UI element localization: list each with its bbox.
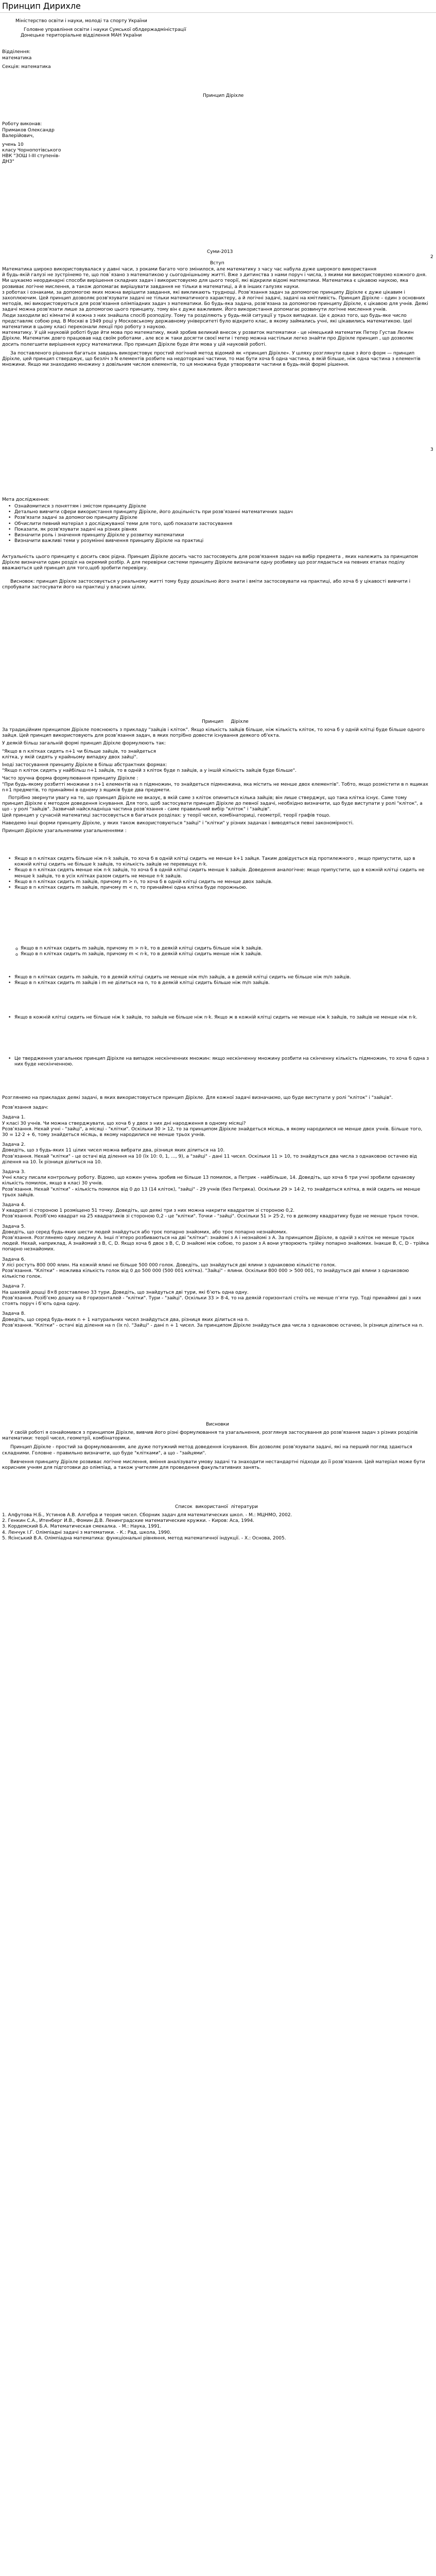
aims-heading: Мета дослідження:: [2, 497, 49, 502]
reference-item: 3. Кордемский Б.А. Математическая смекалка. - М.: Наука, 1991.: [2, 1524, 162, 1530]
rule-item: • Якщо в n клітках сидить m зайців, причому m > n, то хоча б в одній клітці сидить не менше двох зайців.: [2, 879, 429, 885]
references-list: [2, 1513, 429, 1541]
author-surname: Примаков Олександр: [2, 128, 55, 133]
aims-list: [2, 504, 429, 544]
rule-item: • Якщо в n клітках сидять менше ніж n·k зайців, то хоча б в одній клітці сидить менше k зайців. Доведення аналогічне: якщо припустити, що в кожній клітці сидить не менше k зайців, то в усіх клітках разом сидить не менше n·k зайців.: [2, 868, 429, 879]
task-3-title: Задача 3.: [2, 1170, 26, 1175]
aim-item: • Розв'язати задачі за допомогою принципу Діріхле: [2, 515, 429, 521]
work-title: Принцип Діріхле: [203, 93, 244, 98]
sub-rules-list: [10, 946, 429, 957]
grade-line: учень 10: [2, 142, 24, 147]
aim-item: • Обчислити певний матеріал з досліджуваної теми для того, щоб показати застосування: [2, 521, 429, 527]
task-3-text: Учні класу писали контрольну роботу. Відомо, що кожен учень зробив не більше 13 помилок, а Петрик - найбільше, 14. Доведіть, що хоча б три учні зробили однакову кількість помилок, якщо в класі 30 учнів. Розв’язання. Нехай "клітки" - кількість помилок від 0 до 13 (14 кліток), "зайці" - 29 учнів (без Петрика). Оскільки 29 > 14·2, то знайдеться клітка, в якій сидить не менше трьох зайців.: [2, 1175, 421, 1198]
page-number-3: 3: [430, 447, 433, 452]
chapter-paragraph-7: Наведемо інші форми принципу Діріхле, у яких також використовуються "зайці" і "клітки" у різних задачах і виводяться певні закономірності.: [2, 820, 354, 826]
rules-list-b: [2, 975, 429, 986]
task-7-text: На шаховій дошці 8×8 розставлено 33 тури. Доведіть, що знайдуться дві тури, які б’ють одна одну. Розв’язання. Розіб’ємо дошку на 8 горизонталей - "клітки". Тури - "зайці". Оскільки 33 > 8·4, то на деякій горизонталі стоїть не менше п’яти тур. Тоді принаймні дві з них стоять поруч і б’ють одна одну.: [2, 1290, 422, 1307]
task-7-title: Задача 7.: [2, 1284, 26, 1290]
school-suffix-line: ДНЗ": [2, 159, 14, 164]
conclusions-paragraph-3: Вивчення принципу Діріхле розвиває логічне мислення, вміння аналізувати умову задачі та знаходити нестандартні підходи до її розв’язання. Цей матеріал може бути корисним учням для підготовки до олімпіад, а також учителям для проведення факультативних занять.: [2, 1459, 425, 1471]
chapter-paragraph-1: За традиційним принципом Діріхле пояснюють з прикладу "зайців і кліток". Якщо кількість зайців більше, ніж кількість кліток, то хоча б у одній клітці буде більше одного зайця. Цей принцип використовують для розв’язання задач, в яких потрібно довести існування деякого об'єкта.: [2, 727, 425, 739]
task-8-text: Доведіть, що серед будь-яких n + 1 натуральних чисел знайдуться два, різниця яких ділиться на n. Розв’язання. "Клітки" - остачі від ділення на n (їх n). "Зайці" - дані n + 1 чисел. За принципом Діріхле знайдуться два числа з однаковою остачею, їх різниця ділиться на n.: [2, 1317, 424, 1328]
conclusions-paragraph-1: У своїй роботі я ознайомився з принципом Діріхле, вивчив його різні формулювання та узагальнення, розглянув застосування до розв’язання задач з різних розділів математики: теорії чисел, геометрії, комбінаторики.: [2, 1430, 418, 1442]
intro-body: [2, 267, 429, 368]
conclusions-heading: Висновки: [206, 1422, 229, 1427]
rules-list-d: [2, 1056, 429, 1067]
subsection-label: Секція: математика: [2, 64, 51, 70]
rule-item: • Якщо в кожній клітці сидить не більше ніж k зайців, то зайців не більше ніж n·k. Якщо ж в кожній клітці сидить не менше ніж k зайців, то зайців не менше ніж n·k.: [2, 1015, 429, 1021]
task-6-text: У лісі ростуть 800 000 ялин. На кожній ялині не більше 500 000 голок. Доведіть, що знайдуться дві ялини з однаковою кількістю голок. Розв’язання. "Клітки" - можлива кількість голок від 0 до 500 000 (500 001 клітка). "Зайці" - ялини. Оскільки 800 000 > 500 001, то знайдуться дві ялини з однаковою кількістю голок.: [2, 1262, 409, 1280]
generalized-intro: Принцип Діріхле узагальненими узагальненнями :: [2, 828, 127, 834]
department-line: Головне управління освіти і науки Сумської облдержадміністрації: [24, 27, 186, 32]
rules-list-c: [2, 1015, 429, 1021]
section-label: Відділення:: [2, 49, 31, 55]
school-line: НВК "ЗОШ І-ІІІ ступенів-: [2, 154, 60, 159]
task-2-text: Доведіть, що з будь-яких 11 цілих чисел можна вибрати два, різниця яких ділиться на 10. Розв’язання. Нехай "клітки" - це остачі від ділення на 10 (їх 10: 0, 1, ..., 9), а "зайці" - дані 11 чисел. Оскільки 11 > 10, то знайдуться два числа з однаковою остачею від ділення на 10. Їх різниця ділиться на 10.: [2, 1148, 417, 1165]
subject-value: математика: [2, 56, 32, 61]
rules-list: [2, 856, 429, 891]
title-divider: [0, 12, 436, 13]
rule-item: • Якщо в n клітках сидить m зайців, причому m < n, то принаймні одна клітка буде порожньою.: [2, 885, 429, 891]
rule-item: • Якщо в n клітках сидить m зайців, то в деякій клітці сидить не менше ніж m/n зайців, а в деякій клітці сидить не більше ніж m/n зайців.: [2, 975, 429, 980]
task-5-text: Доведіть, що серед будь-яких шести людей знайдуться або троє попарно знайомих, або троє попарно незнайомих. Розв’язання. Розглянемо одну людину А. Інші п’ятеро розбиваються на дві "клітки": знайомі з А і незнайомі з А. За принципом Діріхле, в одній з кліток не менше трьох людей. Нехай, наприклад, А знайомий з B, C, D. Якщо хоча б двоє з B, C, D знайомі між собою, то разом з А вони утворюють трійку попарно знайомих. Інакше B, C, D - трійка попарно незнайомих.: [2, 1229, 429, 1252]
task-6-title: Задача 6.: [2, 1257, 26, 1262]
rule-item: • Це твердження узагальнює принцип Діріхле на випадок нескінченних множин: якщо нескінченну множину розбити на скінченну кількість підмножин, то хоча б одна з них буде нескінченною.: [2, 1056, 429, 1067]
task-8-title: Задача 8.: [2, 1311, 26, 1317]
task-1-text: У класі 30 учнів. Чи можна стверджувати, що хоча б у двох з них дні народження в одному місяці? Розв’язання. Нехай учні - "зайці", а місяці - "клітки". Оскільки 30 > 12, то за принципом Діріхле знайдеться місяць, в якому народилися не менше двох учнів. Більше того, 30 = 12·2 + 6, тому знайдеться місяць, в якому народилися не менше трьох учнів.: [2, 1121, 423, 1138]
ministry-line: Міністерство освіти і науки, молоді та спорту України: [15, 19, 147, 24]
references-heading: Список використаної літератури: [175, 1504, 258, 1510]
task-5-title: Задача 5.: [2, 1224, 26, 1229]
reference-item: 2. Генкин С.А., Итенберг И.В., Фомин Д.В. Ленинградские математические кружки. - Киров: Аса, 1994.: [2, 1518, 254, 1524]
tasks-body: [2, 1095, 429, 1329]
chapter-paragraph-3: "Якщо в n клітках сидять n+1 чи більше зайців, то знайдеться клітка, у якій сидять у крайньому випадку двох зайці".: [2, 749, 156, 760]
branch-line: Донецьке територіальне відділення МАН України: [21, 33, 142, 38]
reference-item: 4. Ленчук І.Г. Олімпіадні задачі з математики. - К.: Рад. школа, 1990.: [2, 1530, 171, 1535]
aim-item: • Детально вивчити сфери використання принципу Діріхле, його доцільність при розв’язанні математичних задач: [2, 510, 429, 515]
aim-item: • Ознайомитися з поняттям і змістом принципу Діріхле: [2, 504, 429, 510]
author-name: Валерійович,: [2, 133, 34, 139]
aim-item: • Визначити роль і значення принципу Діріхле у розвитку математики: [2, 533, 429, 538]
reference-item: 1. Алфутова Н.Б., Устинов А.В. Алгебра и теория чисел. Сборник задач для математических школ. - М.: МЦНМО, 2002.: [2, 1513, 292, 1518]
aim-item: • Визначити важливі теми у розумінні вивчення принципу Діріхле на практиці: [2, 538, 429, 544]
tasks-list-title: Розв’язання задач:: [2, 1105, 49, 1111]
task-4-text: У квадраті зі стороною 1 розміщено 51 точку. Доведіть, що деякі три з них можна накрити квадратом зі стороною 0,2. Розв’язання. Розіб’ємо квадрат на 25 квадратиків зі стороною 0,2 - це "клітки". Точки - "зайці". Оскільки 51 > 25·2, то в деякому квадратику буде не менше трьох точок.: [2, 1208, 420, 1219]
tasks-intro: Розглянемо на прикладах деякі задачі, в яких використовується принцип Діріхле. Для кожної задачі визначаємо, що буде виступати у ролі "кліток" і "зайців".: [2, 1095, 393, 1100]
page-title: Принцип Дирихле: [2, 1, 81, 11]
task-2-title: Задача 2.: [2, 1142, 26, 1148]
sub-rule-item: o Якщо в n клітках сидить m зайців, причому m < n·k, то в деякій клітці сидить менше ніж k зайців.: [10, 952, 429, 957]
chapter-paragraph-5: Часто зручна форма формулювання принципу Діріхле : "При будь-якому розбитті множини з n+1 елементів на n підмножин, то знайдеться підмножина, яка містить не менше двох елементів". Тобто, якщо розмістити в n ящиках n+1 предметів, то принаймні в одному з ящиків буде два предмети.: [2, 776, 428, 793]
task-1-title: Задача 1.: [2, 1115, 26, 1121]
chapter-paragraph-2: У деякій більш загальній формі принцип Діріхле формулюють так:: [2, 741, 166, 747]
rule-item: • Якщо в n клітках сидить m зайців і m не ділиться на n, то в деякій клітці сидить більше ніж m/n зайців.: [2, 980, 429, 986]
author-label: Роботу виконав:: [2, 122, 42, 127]
relevance-paragraph-2: Висновок: принцип Діріхле застосовується у реальному житті тому буду дошкільно його знати і вміти застосовувати на практиці, або хоча б у цікавості вивчити і спробувати застосувати його на практиці у власних цілях.: [2, 579, 411, 590]
grade-class-line: класу Чорнопотівського: [2, 148, 61, 153]
page-number-2: 2: [430, 255, 433, 260]
rule-item: • Якщо в n клітках сидять більше ніж n·k зайців, то хоча б в одній клітці сидить не менше k+1 зайця. Таким довідується від протилежного , якщо припустити, що в кожній клітці сидить не більше k зайців, то кількість зайців не перевищує n·k.: [2, 856, 429, 868]
chapter-body: [2, 727, 429, 834]
aim-item: • Показати, як розв'язувати задачі на різних рівнях: [2, 527, 429, 533]
chapter-paragraph-6: Потрібно звернути увагу на те, що принцип Діріхле не вказує, в якій саме з кліток опиниться кілька зайців; він лише стверджує, що така клітка існує. Саме тому принцип Діріхле є методом доведення існування. Для того, щоб застосувати принцип Діріхле до певної задачі, необхідно визначити, що буде виступати у ролі "кліток", а що - у ролі "зайців". Зазвичай найскладніша частина розв’язання - саме правильний вибір "кліток" і "зайців". Цей принцип у сучасній математиці застосовується в багатьох розділах: у теорії чисел, комбінаториці, геометрії, теорії графів тощо.: [2, 795, 423, 818]
chapter-paragraph-4: Іноді застосування принципу Діріхле в більш абстрактних формах: "Якщо n кліток сидять у найбільш n+1 зайців, то в одній з кліток буде n зайців, а у іншій кількість зайців буде більше".: [2, 762, 297, 774]
intro-paragraph-2: За поставленого рішення багатьох завдань використовує простий логічний метод відомий як «принцип Діріхле». У шляху розглянути одне з його форм — принцип Діріхле, цей принцип стверджує, що безліч з N елементів розбите на недоторкані частини, то має бути хоча б одна частина, в якій більше, ніж одна частина з елементів множини. Якщо ми знаходимо множину з довільним числом елементів, то ця множина буде утворювати частини в будь-якій формі рішення.: [2, 350, 421, 368]
reference-item: 5. Ясінський В.А. Олімпіадна математика: функціональні рівняння, метод математичної індукції. - Х.: Основа, 2005.: [2, 1535, 286, 1541]
conclusions-body: [2, 1430, 429, 1471]
city-year: Суми-2013: [207, 249, 233, 255]
intro-paragraph-1: Математика широко використовувалася у давні часи, з роками багато чого змінилося, але математику з часу час набула дуже широкого використання й будь-якій галузі не зустрінемо те, що пов`язано з математикою у сьогоднішньому житті. Вже з дитинства з нами поруч і числа, з якими ми використовуємо кожного дня. Ми шукаємо неординарні способи вирішення складних задач і використовуємо для цього теорії, які відкрили відомі математики. Математика є цікавою наукою, яка розвиває логічне мислення, а також допомагає вирішувати завдання не тільки в математиці, а й в інших галузях науки. з роботах і ознаками, за допомогою яких можна вирішити завдання, які викликають труднощі. Розв’язання задач за допомогою принципу Діріхле є дуже цікавим і захоплюючим. Цей принцип дозволяє розв'язувати задачі не тільки математичного характеру, а й логічні задачі, задачі на кмітливість. Принцип Діріхле – один з основних методів, які використовуються для розв’язання олімпіадних задач з математики. Бо будь-яка задача, розв'язана за допомогою принципу Діріхле, є цікавою для учнів. Деякі задачі можна розв'язати лише за допомогою цього принципу, тому він є дуже важливим. Його використання допомагає розвинути логічне мислення учнів. Люди заходили всі кімнатні й кожна з них знайшла спосіб розподілу. Тому та розділяють у будь-якій ситуації у трьох випадках. Це є доказ того, що будь-яке число представляє собою ряд. В Москві в 1949 році у Московському державному університеті було відкрито клас, в якому займались учні, які цікавились математикою. Ідеї математики в цьому класі переконали лекції про роботу з наукою. математику. У цій науковій роботі буде йти мова про математику, який зробив великий внесок у розвиток математики - це німецький математик Петер Густав Лежен Діріхле. Математик довго працював над своїм роботами , але все ж таки досягти своєї мети і тепер можна настільки легко знайти про Діріхле принцип , що дозволяє досить полегшити вирішення курсу математики. Про принцип Діріхле буде йти мова у цій науковій роботі.: [2, 267, 428, 347]
sub-rule-item: o Якщо в n клітках сидить m зайців, причому m > n·k, то в деякій клітці сидить більше ніж k зайців.: [10, 946, 429, 952]
task-4-title: Задача 4.: [2, 1202, 26, 1208]
relevance-paragraph-1: Актуальність цього принципу є досить своє рідна. Принцип Діріхле досить часто застосовують для розв'язання задач на вибір предмета , яких належить за принципом Діріхле визначати один розділ на окремий розбір. А для перевірки системи принципу Діріхле визначати одну розбивку що розглядається на певних етапах поділу вважаються цей принцип для того,щоб зробити перевірку.: [2, 554, 418, 571]
intro-heading: Вступ: [210, 261, 224, 266]
conclusions-paragraph-2: Принцип Діріхле - простий за формулюванням, але дуже потужний метод доведення існування. Він дозволяє розв’язувати задачі, які на перший погляд здаються складними. Головне - правильно визначити, що буде "клітками", а що - "зайцями".: [2, 1445, 412, 1456]
relevance-body: [2, 554, 429, 590]
chapter-heading: Принцип Діріхле: [202, 719, 249, 724]
